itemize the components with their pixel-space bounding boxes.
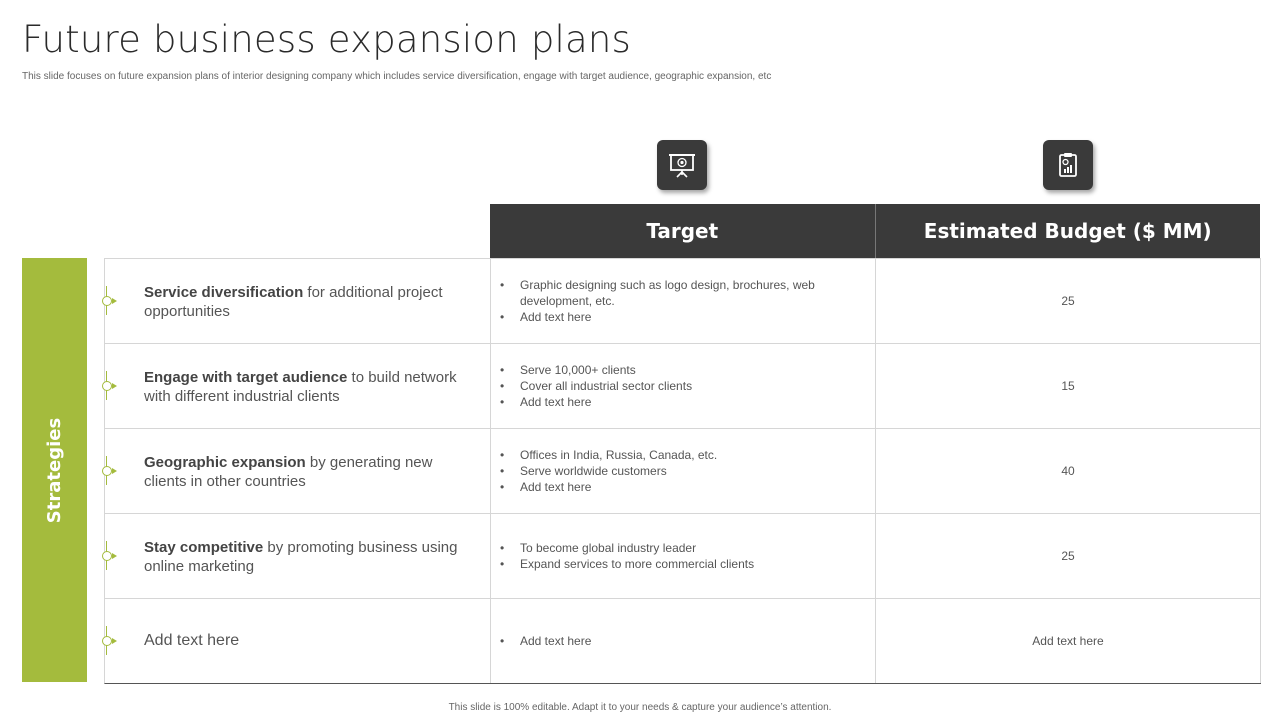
table-row xyxy=(105,428,1261,513)
list-item: • Expand services to more commercial clients xyxy=(500,556,875,572)
budget-cell: Add text here xyxy=(876,598,1261,683)
target-cell xyxy=(491,258,876,343)
list-item: • Serve worldwide customers xyxy=(500,463,875,479)
list-item: • To become global industry leader xyxy=(500,540,875,556)
target-list xyxy=(500,259,875,343)
strategy-table xyxy=(104,258,1261,684)
strategy-text xyxy=(144,538,470,576)
strategy-rest: to build network with different industrial clients xyxy=(144,369,457,405)
list-item: • Cover all industrial sector clients xyxy=(500,378,875,394)
strategy-rest: for additional project opportunities xyxy=(144,284,443,320)
connector-marker xyxy=(102,296,116,306)
budget-cell: 25 xyxy=(876,258,1261,343)
target-list xyxy=(500,429,875,513)
budget-cell: 40 xyxy=(876,428,1261,513)
list-item: • Offices in India, Russia, Canada, etc. xyxy=(500,447,875,463)
table-header xyxy=(490,204,1260,258)
strategy-cell xyxy=(105,343,491,428)
target-list xyxy=(500,599,875,683)
target-cell xyxy=(491,343,876,428)
target-list xyxy=(500,514,875,598)
connector-marker xyxy=(102,551,116,561)
list-item: • Graphic designing such as logo design, brochures, web development, etc. xyxy=(500,277,875,309)
table-row xyxy=(105,513,1261,598)
connector-marker xyxy=(102,636,116,646)
strategy-text xyxy=(144,453,470,491)
list-item: • Add text here xyxy=(500,479,875,495)
strategy-rest: by generating new clients in other countries xyxy=(144,454,433,490)
table-row xyxy=(105,598,1261,683)
list-item: • Add text here xyxy=(500,633,875,649)
target-cell xyxy=(491,428,876,513)
header-target: Target xyxy=(646,219,719,243)
header-estimated-budget: Estimated Budget ($ MM) xyxy=(875,204,1261,258)
connector-marker xyxy=(102,381,116,391)
strategy-text xyxy=(144,368,470,406)
strategy-cell xyxy=(105,598,491,683)
strategy-bold: Service diversification xyxy=(144,284,304,301)
table-row xyxy=(105,343,1261,428)
strategy-cell xyxy=(105,513,491,598)
footer-note: This slide is 100% editable. Adapt it to your needs & capture your audience’s attention. xyxy=(448,702,832,713)
page-subtitle: This slide focuses on future expansion plans of interior designing company which includes service diversification, engage with target audience, geographic expansion, etc xyxy=(22,71,772,82)
strategy-bold: Geographic expansion xyxy=(144,454,306,471)
list-item: • Add text here xyxy=(500,394,875,410)
target-list xyxy=(500,344,875,428)
page-title: Future business expansion plans xyxy=(22,18,632,61)
target-cell xyxy=(491,598,876,683)
budget-cell: 25 xyxy=(876,513,1261,598)
table-row xyxy=(105,258,1261,343)
budget-cell: 15 xyxy=(876,343,1261,428)
strategy-cell xyxy=(105,428,491,513)
connector-marker xyxy=(102,466,116,476)
strategy-bold: Stay competitive xyxy=(144,539,264,556)
strategies-label: Strategies xyxy=(44,417,66,523)
strategy-bold: Engage with target audience xyxy=(144,369,348,386)
strategy-text: Add text here xyxy=(144,632,240,649)
list-item: • Serve 10,000+ clients xyxy=(500,362,875,378)
clipboard-chart-icon xyxy=(1043,140,1093,190)
strategy-cell xyxy=(105,258,491,343)
strategies-label-bar xyxy=(22,258,87,682)
strategy-text xyxy=(144,283,470,321)
list-item: • Add text here xyxy=(500,309,875,325)
strategy-rest: by promoting business using online marketing xyxy=(144,539,458,575)
presentation-board-icon xyxy=(657,140,707,190)
target-cell xyxy=(491,513,876,598)
